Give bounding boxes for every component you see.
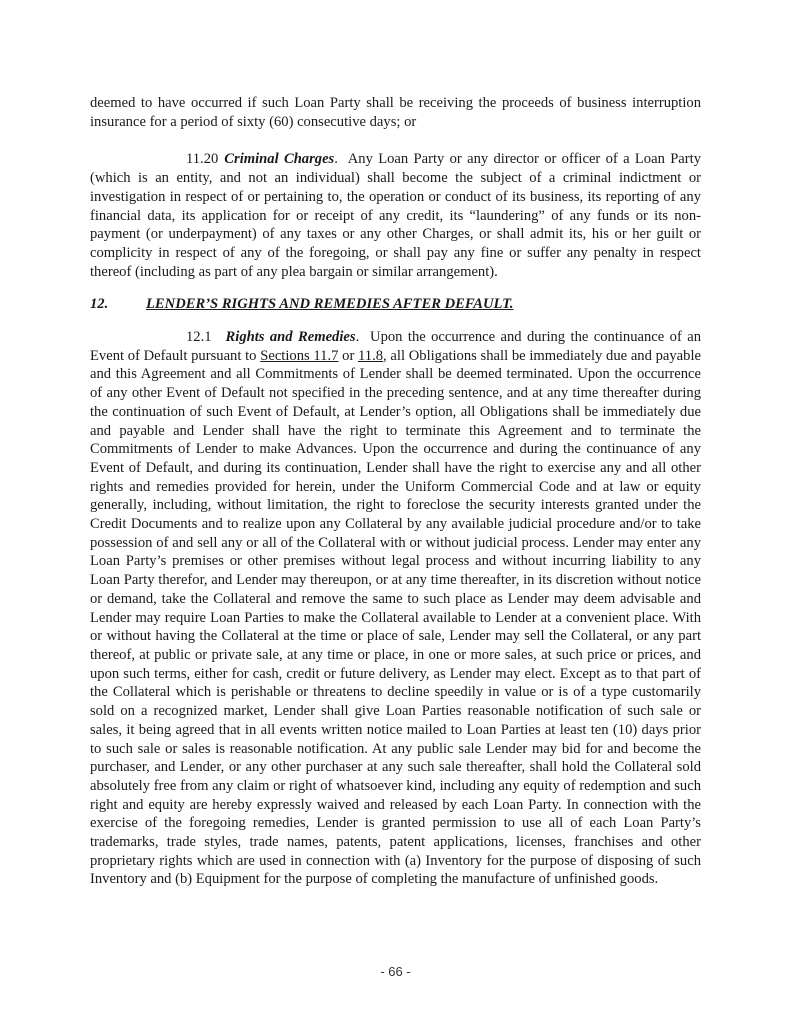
cross-reference-link[interactable]: Sections 11.7 (260, 347, 339, 364)
page-body (90, 94, 701, 889)
section-number: 11.20 (186, 151, 219, 168)
article-title: LENDER’S RIGHTS AND REMEDIES AFTER DEFAULT. (146, 296, 514, 313)
connector-text: or (342, 347, 355, 364)
section-body-start: Upon the occurrence and during the continuance of an Event of Default pursuant to (90, 329, 701, 364)
continuation-paragraph: deemed to have occurred if such Loan Party shall be receiving the proceeds of business interruption insurance for a period of sixty (60) consecutive days; or (90, 95, 701, 130)
section-12-1 (90, 328, 701, 889)
page-number: - 66 - (380, 964, 411, 979)
section-title-punct: . (355, 329, 360, 346)
section-title-punct: . (334, 151, 338, 168)
section-number: 12.1 (186, 329, 212, 346)
section-title: Rights and Remedies (225, 329, 356, 346)
article-heading (90, 295, 701, 314)
article-number: 12. (90, 296, 109, 313)
section-11-20 (90, 150, 701, 281)
cross-reference-link[interactable]: 11.8 (358, 347, 384, 364)
section-body-rest: , all Obligations shall be immediately due and payable and this Agreement and all Commitments of Lender shall be deemed terminated. Upon the occurrence of any other Event of Default not specified in the preceding sentence, and at any time thereafter during the continuation of such Event of Default, at Lender’s option, all Obligations shall be immediately due and payable and Lender shall have the right to terminate this Agreement and to terminate the Commitments of Lender to make Advances. Upon the occurrence and during the continuance of any Event of Default, and during its continuation, Lender shall have the right to exercise any and all other rights and remedies provided for herein, under the Uniform Commercial Code and at law or equity generally, including, without limitation, the right to foreclose the security interests granted under the Credit Documents and to realize upon any Collateral by any available judicial procedure and/or to take possession of and sell any or all of the Collateral with or without judicial process. Lender may enter any Loan Party’s premises or other premises without legal process and without incurring liability to any Loan Party therefor, and Lender may thereupon, or at any time thereafter, in its discretion without notice or demand, take the Collateral and remove the same to such place as Lender may deem advisable and Lender may require Loan Parties to make the Collateral available to Lender at a convenient place. With or without having the Collateral at the time or place of sale, Lender may sell the Collateral, or any part thereof, at public or private sale, at any time or place, in one or more sales, at such price or prices, and upon such terms, either for cash, credit or future delivery, as Lender may elect. Except as to that part of the Collateral which is perishable or threatens to decline speedily in value or is of a type customarily sold on a recognized market, Lender shall give Loan Parties reasonable notification of such sale or sales, it being agreed that in all events written notice mailed to Loan Parties at least ten (10) days prior to such sale or sales is reasonable notification. At any public sale Lender may bid for and become the purchaser, and Lender, or any other purchaser at any such sale thereafter, shall hold the Collateral sold absolutely free from any claim or right of whatsoever kind, including any equity of redemption and such right and equity are hereby expressly waived and released by each Loan Party. In connection with the exercise of the foregoing remedies, Lender is granted permission to use all of each Loan Party’s trademarks, trade styles, trade names, patents, patent applications, licenses, franchises and other proprietary rights which are used in connection with (a) Inventory for the purpose of disposing of such Inventory and (b) Equipment for the purpose of completing the manufacture of unfinished goods. (90, 347, 701, 888)
section-title: Criminal Charges (224, 151, 335, 168)
section-body: Any Loan Party or any director or officer of a Loan Party (which is an entity, and not an individual) shall become the subject of a criminal indictment or investigation in respect of or pertaining to, the operation or conduct of its business, its reporting of any financial data, its application for or receipt of any credit, its “laundering” of any funds or its non-payment (or underpayment) of any taxes or any other Charges, or shall admit its, his or her guilt or complicity in respect of any of the foregoing, or shall pay any fine or suffer any penalty in respect thereof (including as part of any plea bargain or similar arrangement). (90, 151, 701, 280)
